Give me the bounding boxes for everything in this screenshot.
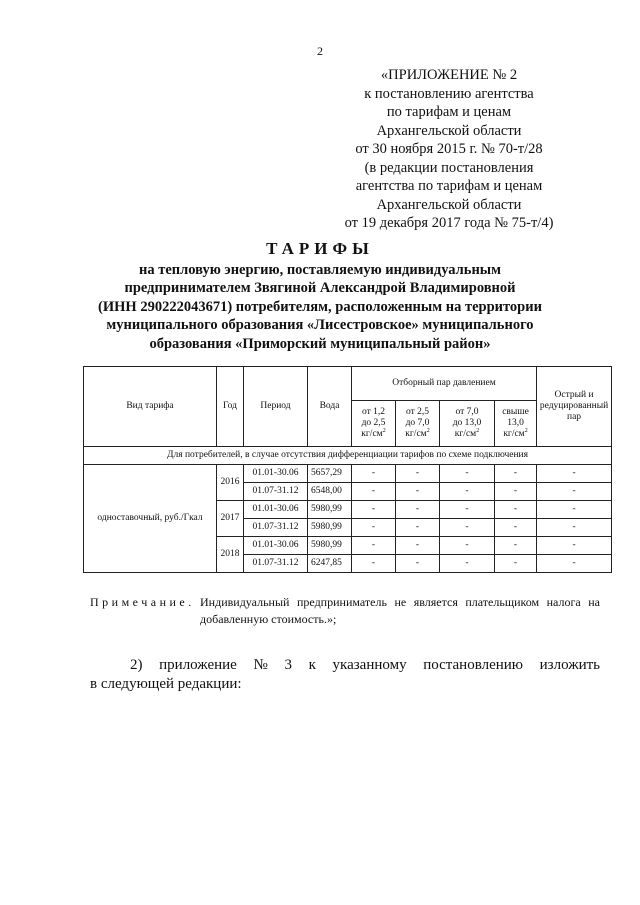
header-steam-3-unit: $кг/см^2$	[454, 427, 480, 439]
steam-cell: -	[396, 465, 440, 483]
water-cell: 6247,85	[308, 555, 352, 573]
header-period: Период	[244, 367, 308, 447]
steam-cell: -	[352, 537, 396, 555]
item-2-word: №	[253, 657, 268, 673]
steam-cell: -	[352, 519, 396, 537]
steam-cell: -	[495, 465, 537, 483]
sharp-steam-cell: -	[537, 483, 612, 501]
period-cell: 01.07-31.12	[244, 555, 308, 573]
steam-cell: -	[396, 537, 440, 555]
header-steam-3-a: от 7,0	[455, 407, 479, 417]
header-steam-3	[440, 401, 495, 447]
title-main: ТАРИФЫ	[266, 239, 374, 258]
header-steam-4-a: свыше	[502, 407, 529, 417]
header-steam-4	[495, 401, 537, 447]
section-label: Для потребителей, в случае отсутствия дифференциации тарифов по схеме подключения	[84, 447, 612, 465]
period-cell: 01.07-31.12	[244, 519, 308, 537]
header-year: Год	[217, 367, 244, 447]
steam-cell: -	[440, 465, 495, 483]
item-2-word: указанному	[332, 657, 407, 673]
header-steam-1-a: от 1,2	[361, 407, 386, 417]
sharp-steam-cell: -	[537, 519, 612, 537]
item-2-word: 2)	[130, 657, 143, 673]
note	[90, 594, 600, 628]
sharp-steam-cell: -	[537, 465, 612, 483]
year-cell: 2016	[217, 465, 244, 501]
appendix-line: от 19 декабря 2017 года № 75-т/4)	[344, 215, 554, 231]
item-2-word: постановлению	[423, 657, 523, 673]
item-2-word: к	[308, 657, 316, 673]
document-title	[60, 240, 580, 353]
steam-cell: -	[352, 483, 396, 501]
tariffs-table	[83, 366, 612, 573]
header-steam-1	[352, 401, 396, 447]
steam-cell: -	[495, 501, 537, 519]
steam-cell: -	[396, 519, 440, 537]
header-steam-2-b: до 7,0	[405, 418, 430, 428]
item-2-word: приложение	[159, 657, 237, 673]
sharp-steam-cell: -	[537, 555, 612, 573]
item-2-word: 3	[284, 657, 292, 673]
sharp-steam-cell: -	[537, 501, 612, 519]
water-cell: 5657,29	[308, 465, 352, 483]
year-cell: 2017	[217, 501, 244, 537]
steam-cell: -	[396, 555, 440, 573]
steam-cell: -	[352, 465, 396, 483]
header-steam-group: Отборный пар давлением	[352, 367, 537, 401]
item-2-line-1	[90, 656, 600, 675]
year-cell: 2018	[217, 537, 244, 573]
header-water: Вода	[308, 367, 352, 447]
steam-cell: -	[440, 555, 495, 573]
water-cell: 5980,99	[308, 537, 352, 555]
steam-cell: -	[495, 483, 537, 501]
page-number: 2	[317, 44, 323, 58]
table-row	[84, 465, 612, 483]
appendix-header	[318, 66, 580, 233]
steam-cell: -	[440, 501, 495, 519]
item-2-paragraph	[90, 656, 600, 694]
header-row	[84, 367, 612, 401]
period-cell: 01.01-30.06	[244, 537, 308, 555]
period-cell: 01.01-30.06	[244, 501, 308, 519]
header-steam-2-unit: $кг/см^2$	[405, 427, 430, 439]
appendix-line: по тарифам и ценам	[386, 104, 512, 120]
header-steam-3-b: до 13,0	[452, 418, 482, 428]
title-line: предпринимателем Звягиной Александрой Владимировной	[124, 280, 516, 296]
header-steam-2	[396, 401, 440, 447]
title-line: (ИНН 290222043671) потребителям, расположенным на территории	[98, 298, 542, 315]
period-cell: 01.07-31.12	[244, 483, 308, 501]
header-steam-4-b: 13,0	[507, 418, 524, 428]
steam-cell: -	[396, 483, 440, 501]
sharp-steam-cell: -	[537, 537, 612, 555]
item-2-word: изложить	[539, 657, 600, 673]
title-line: образования «Приморский муниципальный район»	[149, 335, 491, 352]
appendix-line: к постановлению агентства	[364, 85, 534, 102]
note-text: Индивидуальный предприниматель не является плательщиком налога на добавленную стоимость.»;	[200, 595, 600, 626]
period-cell: 01.01-30.06	[244, 465, 308, 483]
appendix-line: Архангельской области	[376, 122, 522, 139]
steam-cell: -	[352, 555, 396, 573]
steam-cell: -	[440, 537, 495, 555]
section-row	[84, 447, 612, 465]
steam-cell: -	[440, 483, 495, 501]
steam-cell: -	[440, 519, 495, 537]
note-label: Примечание.	[90, 595, 195, 609]
header-steam-1-unit: $кг/см^2$	[361, 427, 386, 439]
header-tariff-type: Вид тарифа	[84, 367, 217, 447]
steam-cell: -	[495, 537, 537, 555]
steam-cell: -	[495, 519, 537, 537]
header-sharp-steam: Острый и редуцированный пар	[537, 367, 612, 447]
steam-cell: -	[396, 501, 440, 519]
appendix-line: «ПРИЛОЖЕНИЕ № 2	[380, 67, 518, 83]
tariff-label: одноставочный, руб./Гкал	[84, 465, 217, 573]
appendix-line: (в редакции постановления	[364, 159, 534, 176]
appendix-line: от 30 ноября 2015 г. № 70-т/28	[355, 141, 543, 157]
header-steam-2-a: от 2,5	[405, 407, 430, 417]
steam-cell: -	[352, 501, 396, 519]
steam-cell: -	[495, 555, 537, 573]
header-steam-1-b: до 2,5	[361, 418, 386, 428]
item-2-line-2: в следующей редакции:	[90, 676, 242, 692]
water-cell: 5980,99	[308, 519, 352, 537]
title-line: муниципального образования «Лисестровское» муниципального	[106, 317, 534, 333]
water-cell: 5980,99	[308, 501, 352, 519]
appendix-line: Архангельской области	[376, 196, 522, 213]
water-cell: 6548,00	[308, 483, 352, 501]
title-line: на тепловую энергию, поставляемую индивидуальным	[138, 261, 502, 278]
header-steam-4-unit: $кг/см^2$	[503, 427, 528, 439]
appendix-line: агентства по тарифам и ценам	[355, 178, 543, 194]
